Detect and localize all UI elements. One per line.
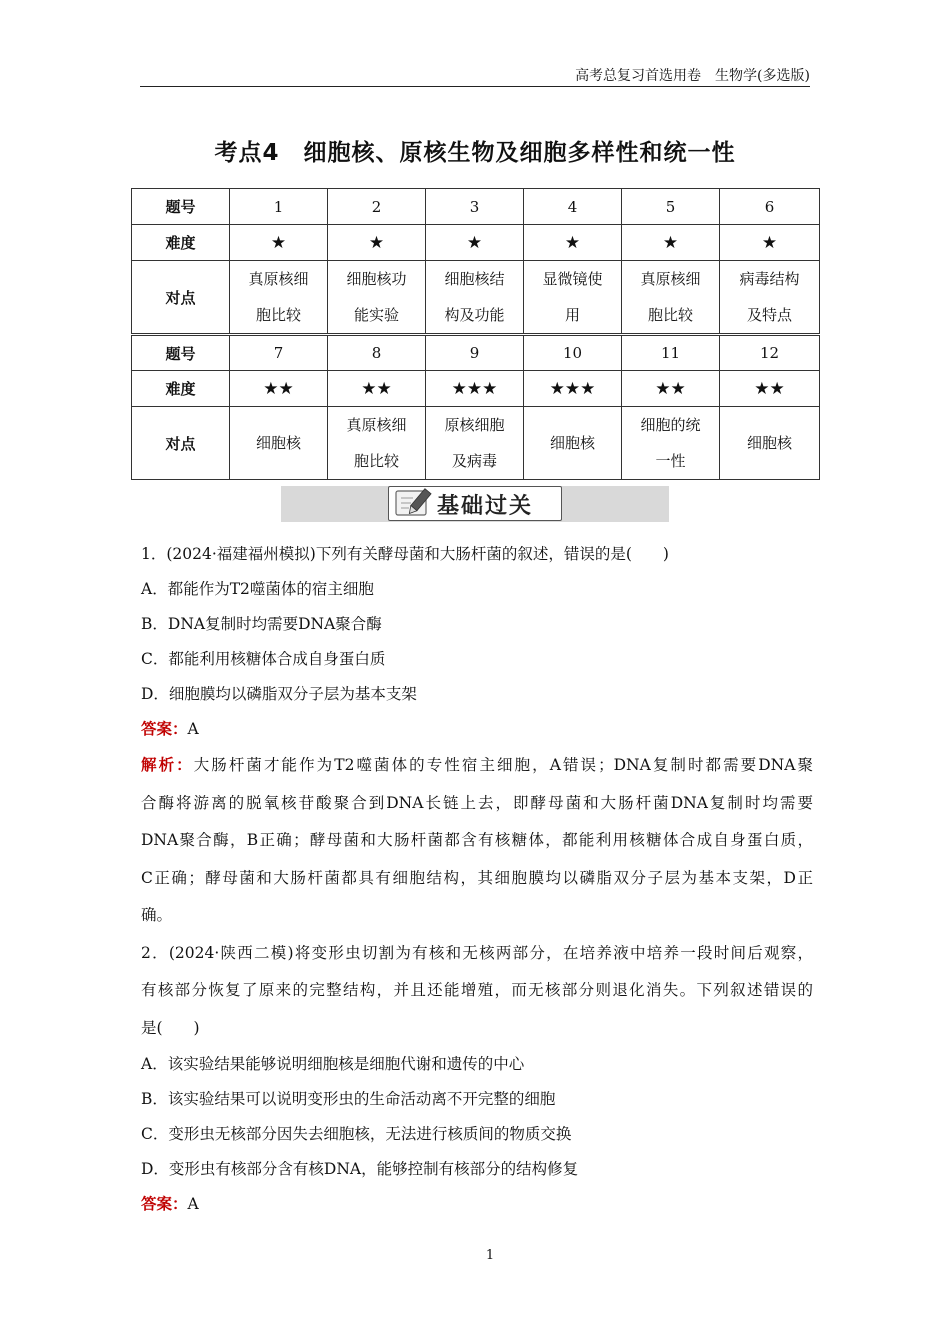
banner-label: 基础过关 (437, 494, 534, 519)
question-stem-line: 是( ) (141, 1018, 200, 1037)
table-cell-num: 3 (426, 189, 524, 225)
row-label-difficulty: 难度 (132, 225, 230, 261)
answer-option: A．该实验结果能够说明细胞核是细胞代谢和遗传的中心 (141, 1055, 525, 1073)
table-cell-difficulty: ★★ (622, 371, 720, 407)
table-cell-num: 7 (230, 335, 328, 371)
row-label-topic: 对点 (132, 261, 230, 335)
topic-line: 细胞核 (255, 434, 301, 452)
topic-line: 真原核细 (248, 270, 309, 288)
topic-line: 胞比较 (255, 306, 301, 324)
table-cell-topic (328, 261, 426, 335)
topic-line: 及病毒 (451, 452, 497, 470)
page-number: 1 (485, 1248, 495, 1263)
table-cell-num: 1 (230, 189, 328, 225)
page-title: 考点4 细胞核、原核生物及细胞多样性和统一性 (214, 140, 736, 166)
answer-option: C．都能利用核糖体合成自身蛋白质 (141, 650, 386, 668)
analysis-line (141, 897, 813, 935)
row-label-difficulty: 难度 (132, 371, 230, 407)
topic-line: 构及功能 (444, 306, 505, 324)
topic-line: 细胞的统 (640, 416, 701, 434)
table-cell-difficulty: ★★★ (524, 371, 622, 407)
topic-line: 细胞核功 (346, 270, 407, 288)
table-cell-num: 2 (328, 189, 426, 225)
table-cell-difficulty: ★★ (720, 371, 820, 407)
answer-line (141, 712, 813, 747)
question-stem-line: 有核部分恢复了原来的完整结构，并且还能增殖，而无核部分则退化消失。下列叙述错误的 (141, 981, 813, 999)
analysis-text: 合酶将游离的脱氧核苷酸聚合到DNA长链上去，即酵母菌和大肠杆菌DNA复制时均需要 (141, 793, 813, 812)
table-cell-topic (720, 407, 820, 480)
topic-line: 能实验 (353, 306, 399, 324)
row-label-num: 题号 (132, 189, 230, 225)
topic-line: 胞比较 (353, 452, 399, 470)
table-cell-num: 11 (622, 335, 720, 371)
banner-box (388, 486, 562, 521)
table-cell-difficulty: ★ (230, 225, 328, 261)
analysis-line (141, 747, 813, 785)
page-header: 高考总复习首选用卷 生物学(多选版) (140, 66, 810, 87)
table-cell-num: 4 (524, 189, 622, 225)
question-stem-line: 2．(2024·陕西二模)将变形虫切割为有核和无核两部分，在培养液中培养一段时间后观察， (141, 943, 813, 962)
table-row (132, 371, 820, 407)
table-row (132, 407, 820, 480)
table-cell-num: 5 (622, 189, 720, 225)
analysis-line (141, 785, 813, 823)
table-row (132, 189, 820, 225)
table-cell-num: 10 (524, 335, 622, 371)
topic-line: 及特点 (746, 306, 792, 324)
table-cell-difficulty: ★ (426, 225, 524, 261)
answer-option: B．该实验结果可以说明变形虫的生命活动离不开完整的细胞 (141, 1090, 556, 1108)
table-cell-difficulty: ★★★ (426, 371, 524, 407)
table-cell-difficulty: ★ (328, 225, 426, 261)
answer-option: A．都能作为T2噬菌体的宿主细胞 (141, 580, 374, 598)
question-content (141, 537, 813, 1222)
table-cell-difficulty: ★ (720, 225, 820, 261)
table-cell-difficulty: ★ (524, 225, 622, 261)
difficulty-table (131, 188, 820, 480)
table-cell-topic (524, 407, 622, 480)
table-row (132, 335, 820, 371)
answer-value: A (187, 1195, 199, 1213)
section-banner (281, 486, 669, 522)
analysis-text: DNA聚合酶，B正确；酵母菌和大肠杆菌都含有核糖体，都能利用核糖体合成自身蛋白质， (141, 831, 813, 849)
topic-line: 原核细胞 (444, 416, 505, 434)
topic-line: 真原核细 (346, 416, 407, 434)
answer-line (141, 1187, 813, 1222)
analysis-text: C正确；酵母菌和大肠杆菌都具有细胞结构，其细胞膜均以磷脂双分子层为基本支架，D正 (141, 868, 813, 887)
answer-label: 答案： (141, 720, 188, 738)
table-cell-difficulty: ★★ (328, 371, 426, 407)
analysis-label: 解析： (141, 756, 194, 774)
table-cell-num: 8 (328, 335, 426, 371)
topic-line: 真原核细 (640, 270, 701, 288)
table-cell-topic (720, 261, 820, 335)
row-label-topic: 对点 (132, 407, 230, 480)
answer-label: 答案： (141, 1195, 188, 1213)
table-cell-topic (426, 261, 524, 335)
analysis-text: 确。 (141, 906, 173, 924)
table-cell-topic (622, 261, 720, 335)
analysis-text: 大肠杆菌才能作为T2噬菌体的专性宿主细胞，A错误；DNA复制时都需要DNA聚 (193, 756, 813, 774)
answer-option: D．细胞膜均以磷脂双分子层为基本支架 (141, 685, 417, 703)
answer-option: B．DNA复制时均需要DNA聚合酶 (141, 615, 382, 633)
table-cell-topic (230, 407, 328, 480)
topic-line: 细胞核结 (444, 270, 505, 288)
answer-value: A (187, 720, 199, 738)
table-cell-topic (230, 261, 328, 335)
topic-line: 细胞核 (549, 434, 595, 452)
table-row (132, 261, 820, 335)
table-cell-topic (328, 407, 426, 480)
row-label-num: 题号 (132, 335, 230, 371)
table-cell-num: 6 (720, 189, 820, 225)
answer-option: D．变形虫有核部分含有核DNA，能够控制有核部分的结构修复 (141, 1160, 579, 1178)
question-stem-line: 1．(2024·福建福州模拟)下列有关酵母菌和大肠杆菌的叙述，错误的是( ) (141, 545, 669, 563)
table-cell-topic (426, 407, 524, 480)
topic-line: 显微镜使 (542, 270, 603, 288)
topic-line: 胞比较 (647, 306, 693, 324)
answer-option: C．变形虫无核部分因失去细胞核，无法进行核质间的物质交换 (141, 1125, 572, 1143)
pencil-icon (393, 488, 433, 518)
topic-line: 细胞核 (746, 434, 792, 452)
topic-line: 用 (564, 306, 580, 324)
analysis-line (141, 822, 813, 860)
analysis-line (141, 860, 813, 898)
table-cell-difficulty: ★★ (230, 371, 328, 407)
topic-line: 病毒结构 (739, 270, 800, 288)
table-cell-num: 12 (720, 335, 820, 371)
table-row (132, 225, 820, 261)
table-cell-num: 9 (426, 335, 524, 371)
table-cell-difficulty: ★ (622, 225, 720, 261)
table-cell-topic (622, 407, 720, 480)
topic-line: 一性 (655, 452, 686, 470)
table-cell-topic (524, 261, 622, 335)
